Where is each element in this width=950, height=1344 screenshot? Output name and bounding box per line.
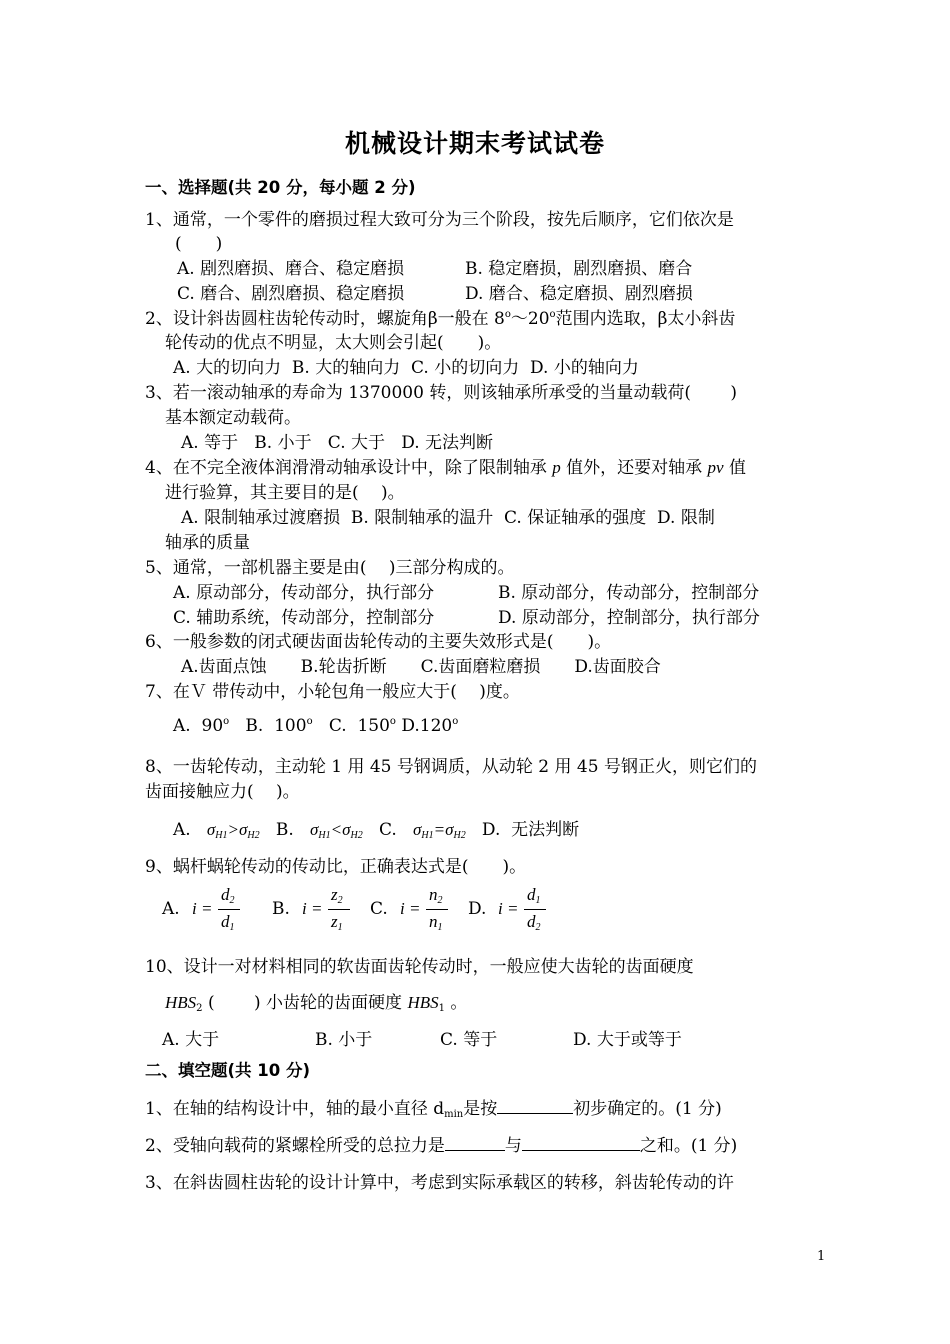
- q2-line-1: 2、设计斜齿圆柱齿轮传动时，螺旋角β一般在 8$^o$～20$^o$范围内选取，β太小斜齿: [145, 309, 736, 329]
- q7-stem: 7、在Ｖ 带传动中，小轮包角一般应大于( )度。: [145, 682, 520, 702]
- q4-line-3: A. 限制轴承过渡磨损 B. 限制轴承的温升 C. 保证轴承的强度 D. 限制: [181, 508, 715, 528]
- q9-option-b-i: i =: [302, 899, 323, 918]
- q1-stem: 1、通常，一个零件的磨损过程大致可分为三个阶段，按先后顺序，它们依次是: [145, 210, 734, 230]
- q10-line-1: 10、设计一对材料相同的软齿面齿轮传动时，一般应使大齿轮的齿面硬度: [145, 957, 694, 977]
- q1-blank: ( ): [175, 234, 223, 254]
- q4-line-1: 4、在不完全液体润滑滑动轴承设计中，除了限制轴承 p 值外，还要对轴承 pv 值: [145, 458, 746, 478]
- q3-options: A. 等于 B. 小于 C. 大于 D. 无法判断: [181, 433, 494, 453]
- q4-line-2: 进行验算，其主要目的是( )。: [165, 483, 405, 503]
- q8-line-1: 8、一齿轮传动，主动轮 1 用 45 号钢调质，从动轮 2 用 45 号钢正火，则它们的: [145, 757, 757, 777]
- q9-option-a-i: i =: [192, 899, 213, 918]
- q9-option-b-label: B.: [272, 899, 290, 919]
- page-number: 1: [817, 1249, 826, 1264]
- q10-option-b: B. 小于: [315, 1030, 373, 1050]
- q9-option-a-label: A.: [162, 899, 180, 919]
- q5-option-c: C. 辅助系统，传动部分，控制部分: [173, 608, 435, 628]
- q10-option-c: C. 等于: [440, 1030, 498, 1050]
- q9-fraction-a: $d_2$ $d_1$: [218, 885, 242, 937]
- fill-2-blank-2[interactable]: [522, 1132, 640, 1151]
- q9-fraction-d: $d_1$ $d_2$: [524, 885, 548, 937]
- q10-option-d: D. 大于或等于: [573, 1030, 682, 1050]
- q8-options: A. $\sigma_{H1}>\sigma_{H2}$ B. $\sigma_{H1}<\sigma_{H2}$ C. $\sigma_{H1}=\sigma_{H2}$ D. 无法判断: [173, 820, 580, 841]
- q3-line-1: 3、若一滚动轴承的寿命为 1370000 转，则该轴承所承受的当量动载荷( ): [145, 383, 738, 403]
- q5-option-d: D. 原动部分，控制部分，执行部分: [498, 608, 760, 628]
- section-1-heading: 一、选择题(共 20 分，每小题 2 分): [145, 178, 416, 197]
- exam-title: 机械设计期末考试试卷: [344, 129, 605, 158]
- q3-line-2: 基本额定动载荷。: [165, 408, 301, 428]
- fill-1: 1、在轴的结构设计中，轴的最小直径 $d_{min}$是按 初步确定的。(1 分): [145, 1094, 722, 1120]
- q1-option-d: D. 磨合、稳定磨损、剧烈磨损: [465, 284, 693, 304]
- q5-stem: 5、通常，一部机器主要是由( )三部分构成的。: [145, 558, 515, 578]
- q9-option-d-label: D.: [468, 899, 487, 919]
- q8-line-2: 齿面接触应力( )。: [145, 782, 300, 802]
- q1-option-a: A. 剧烈磨损、磨合、稳定磨损: [177, 259, 405, 279]
- q6-stem: 6、一般参数的闭式硬齿面齿轮传动的主要失效形式是( )。: [145, 632, 612, 652]
- q9-fraction-b: $z_2$ $z_1$: [328, 885, 352, 937]
- q10-option-a: A. 大于: [162, 1030, 220, 1050]
- q4-line-4: 轴承的质量: [165, 533, 250, 553]
- q9-fraction-c: $n_2$ $n_1$: [426, 885, 450, 937]
- q5-option-a: A. 原动部分，传动部分，执行部分: [173, 583, 435, 603]
- q10-line-2: $HBS_2$ ( ) 小齿轮的齿面硬度 $HBS_1$ 。: [165, 993, 468, 1014]
- fill-1-blank[interactable]: [497, 1095, 573, 1114]
- fill-2: 2、受轴向载荷的紧螺栓所受的总拉力是 与 之和。(1 分): [145, 1131, 737, 1156]
- q9-option-d-i: i =: [498, 899, 519, 918]
- q9-stem: 9、蜗杆蜗轮传动的传动比，正确表达式是( )。: [145, 857, 527, 877]
- q2-options: A. 大的切向力 B. 大的轴向力 C. 小的切向力 D. 小的轴向力: [173, 358, 639, 378]
- q9-option-c-i: i =: [400, 899, 421, 918]
- fill-2-blank-1[interactable]: [445, 1132, 505, 1151]
- fill-3: 3、在斜齿圆柱齿轮的设计计算中，考虑到实际承载区的转移，斜齿轮传动的许: [145, 1173, 734, 1193]
- q7-options: A. 90$^o$ B. 100$^o$ C. 150$^o$ D.120$^o$: [173, 716, 459, 736]
- q9-option-c-label: C.: [370, 899, 388, 919]
- q6-options: A.齿面点蚀 B.轮齿折断 C.齿面磨粒磨损 D.齿面胶合: [181, 657, 661, 677]
- q1-option-c: C. 磨合、剧烈磨损、稳定磨损: [177, 284, 405, 304]
- q2-line-2: 轮传动的优点不明显，太大则会引起( )。: [165, 333, 502, 353]
- q5-option-b: B. 原动部分，传动部分，控制部分: [498, 583, 760, 603]
- section-2-heading: 二、填空题(共 10 分): [145, 1061, 311, 1080]
- q1-option-b: B. 稳定磨损，剧烈磨损、磨合: [465, 259, 693, 279]
